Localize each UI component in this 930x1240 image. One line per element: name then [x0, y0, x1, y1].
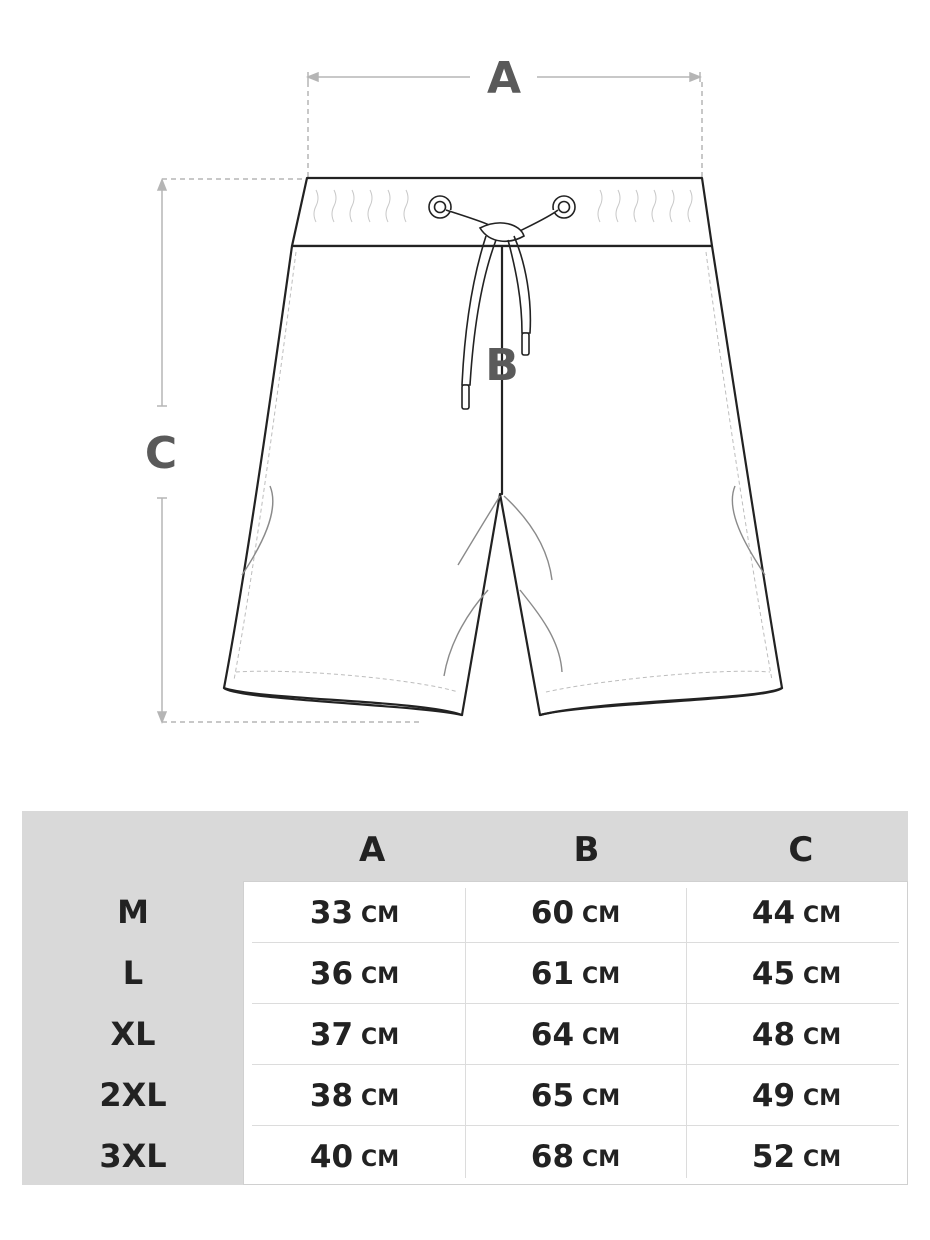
value-cell-a: 37 CM: [309, 1016, 400, 1053]
value-cell-b: 61 CM: [530, 955, 621, 992]
value-cell-c: 44 CM: [751, 894, 842, 931]
size-labels: [22, 881, 265, 1185]
table-row: [244, 1065, 907, 1126]
dimension-label-c: C: [144, 428, 178, 479]
value-cell-b: 64 CM: [530, 1016, 621, 1053]
size-label: M: [117, 893, 149, 931]
table-row: [244, 882, 907, 943]
size-label: XL: [110, 1015, 156, 1053]
column-header-a: A: [359, 830, 386, 870]
size-label: 2XL: [99, 1076, 167, 1114]
table-row: [244, 1004, 907, 1065]
value-cell-a: 38 CM: [309, 1077, 400, 1114]
column-header-c: C: [788, 830, 814, 870]
value-cell-a: 40 CM: [309, 1138, 400, 1175]
column-header-b: B: [573, 830, 600, 870]
shorts-outline: [224, 178, 782, 715]
value-cell-b: 60 CM: [530, 894, 621, 931]
size-label: L: [122, 954, 144, 992]
value-cell-c: 48 CM: [751, 1016, 842, 1053]
column-headers: [265, 811, 908, 881]
table-row: [244, 1126, 907, 1187]
value-cell-c: 45 CM: [751, 955, 842, 992]
size-chart-table: [22, 811, 908, 1185]
measurement-values: [243, 881, 908, 1185]
value-cell-b: 65 CM: [530, 1077, 621, 1114]
dimension-label-b: B: [485, 340, 519, 391]
value-cell-b: 68 CM: [530, 1138, 621, 1175]
dimension-label-a: A: [486, 53, 522, 104]
value-cell-a: 33 CM: [309, 894, 400, 931]
value-cell-c: 52 CM: [751, 1138, 842, 1175]
size-label: 3XL: [99, 1137, 167, 1175]
value-cell-a: 36 CM: [309, 955, 400, 992]
table-row: [244, 943, 907, 1004]
value-cell-c: 49 CM: [751, 1077, 842, 1114]
